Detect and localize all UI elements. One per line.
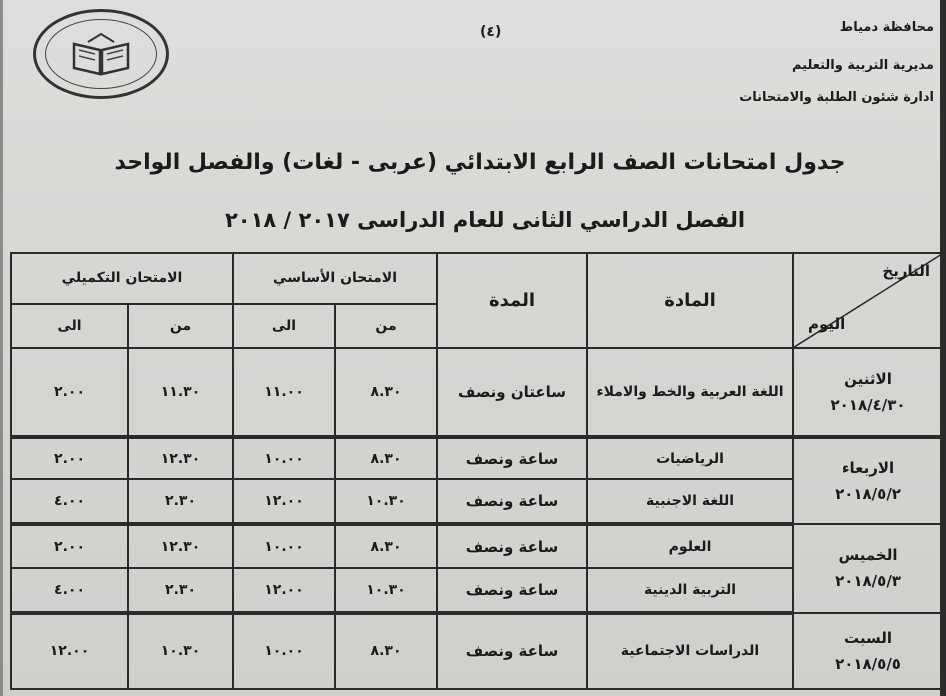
day-cell bbox=[793, 613, 943, 689]
subject-cell: اللغة الاجنبية bbox=[587, 479, 793, 523]
supp-to-cell: ٢.٠٠ bbox=[11, 524, 128, 568]
scan-edge-left bbox=[0, 0, 3, 696]
basic-to-cell: ١٠.٠٠ bbox=[233, 437, 335, 479]
basic-from-cell: ٨.٣٠ bbox=[335, 348, 437, 437]
header-governorate: محافظة دمياط bbox=[839, 20, 934, 35]
page-number: (٤) bbox=[480, 24, 502, 40]
duration-cell: ساعة ونصف bbox=[437, 568, 587, 612]
supp-to-cell: ٢.٠٠ bbox=[11, 348, 128, 437]
day-name: الاربعاء bbox=[841, 458, 895, 477]
subject-cell: العلوم bbox=[587, 524, 793, 568]
subject-cell: الدراسات الاجتماعية bbox=[587, 613, 793, 689]
duration-cell: ساعة ونصف bbox=[437, 437, 587, 479]
logo bbox=[33, 9, 169, 99]
day-cell bbox=[793, 437, 943, 524]
day-date: ٢٠١٨/٥/٥ bbox=[835, 654, 901, 673]
day-name: الخميس bbox=[838, 546, 898, 565]
basic-from-cell: ١٠.٣٠ bbox=[335, 479, 437, 523]
table-row bbox=[11, 348, 943, 437]
supp-from-cell: ٢.٣٠ bbox=[128, 479, 233, 523]
supp-from-cell: ١٠.٣٠ bbox=[128, 613, 233, 689]
subject-cell: اللغة العربية والخط والاملاء bbox=[587, 348, 793, 437]
day-cell bbox=[793, 524, 943, 613]
header-department: ادارة شئون الطلبة والامتحانات bbox=[739, 90, 934, 105]
table-row bbox=[11, 437, 943, 479]
header-date-day-cell bbox=[793, 253, 943, 348]
supp-from-cell: ١٢.٣٠ bbox=[128, 437, 233, 479]
header-day-label: اليوم bbox=[808, 315, 846, 334]
header-date-label: التاريخ bbox=[882, 262, 931, 280]
basic-from-cell: ٨.٣٠ bbox=[335, 613, 437, 689]
exam-schedule-table bbox=[10, 252, 944, 690]
day-date: ٢٠١٨/٤/٣٠ bbox=[830, 396, 906, 415]
day-cell bbox=[793, 348, 943, 437]
header-supp-from: من bbox=[128, 304, 233, 348]
basic-to-cell: ١١.٠٠ bbox=[233, 348, 335, 437]
header-supp-to: الى bbox=[11, 304, 128, 348]
basic-from-cell: ٨.٣٠ bbox=[335, 437, 437, 479]
book-emblem-icon bbox=[45, 19, 157, 89]
duration-cell: ساعة ونصف bbox=[437, 524, 587, 568]
day-name: الاثنين bbox=[844, 370, 892, 389]
supp-to-cell: ١٢.٠٠ bbox=[11, 613, 128, 689]
day-name: السبت bbox=[843, 628, 893, 647]
basic-to-cell: ١٠.٠٠ bbox=[233, 524, 335, 568]
table-row bbox=[11, 613, 943, 689]
supp-from-cell: ٢.٣٠ bbox=[128, 568, 233, 612]
header-subject: المادة bbox=[587, 253, 793, 348]
header-duration: المدة bbox=[437, 253, 587, 348]
duration-cell: ساعة ونصف bbox=[437, 613, 587, 689]
supp-to-cell: ٢.٠٠ bbox=[11, 437, 128, 479]
duration-cell: ساعتان ونصف bbox=[437, 348, 587, 437]
header-supplementary-exam: الامتحان التكميلي bbox=[11, 253, 233, 304]
supp-to-cell: ٤.٠٠ bbox=[11, 568, 128, 612]
table-row bbox=[11, 524, 943, 568]
basic-to-cell: ١٢.٠٠ bbox=[233, 479, 335, 523]
header-basic-to: الى bbox=[233, 304, 335, 348]
day-date: ٢٠١٨/٥/٢ bbox=[835, 484, 901, 503]
page-subtitle: الفصل الدراسي الثانى للعام الدراسى ٢٠١٧ / ٢٠١٨ bbox=[224, 208, 746, 232]
header-directorate: مديرية التربية والتعليم bbox=[791, 58, 934, 73]
subject-cell: التربية الدينية bbox=[587, 568, 793, 612]
supp-from-cell: ١٢.٣٠ bbox=[128, 524, 233, 568]
page-title: جدول امتحانات الصف الرابع الابتدائي (عربى - لغات) والفصل الواحد bbox=[114, 150, 846, 175]
subject-cell: الرياضيات bbox=[587, 437, 793, 479]
duration-cell: ساعة ونصف bbox=[437, 479, 587, 523]
supp-from-cell: ١١.٣٠ bbox=[128, 348, 233, 437]
supp-to-cell: ٤.٠٠ bbox=[11, 479, 128, 523]
basic-to-cell: ١٢.٠٠ bbox=[233, 568, 335, 612]
basic-from-cell: ١٠.٣٠ bbox=[335, 568, 437, 612]
basic-to-cell: ١٠.٠٠ bbox=[233, 613, 335, 689]
day-date: ٢٠١٨/٥/٣ bbox=[835, 572, 901, 591]
header-basic-from: من bbox=[335, 304, 437, 348]
header-basic-exam: الامتحان الأساسي bbox=[233, 253, 437, 304]
basic-from-cell: ٨.٣٠ bbox=[335, 524, 437, 568]
